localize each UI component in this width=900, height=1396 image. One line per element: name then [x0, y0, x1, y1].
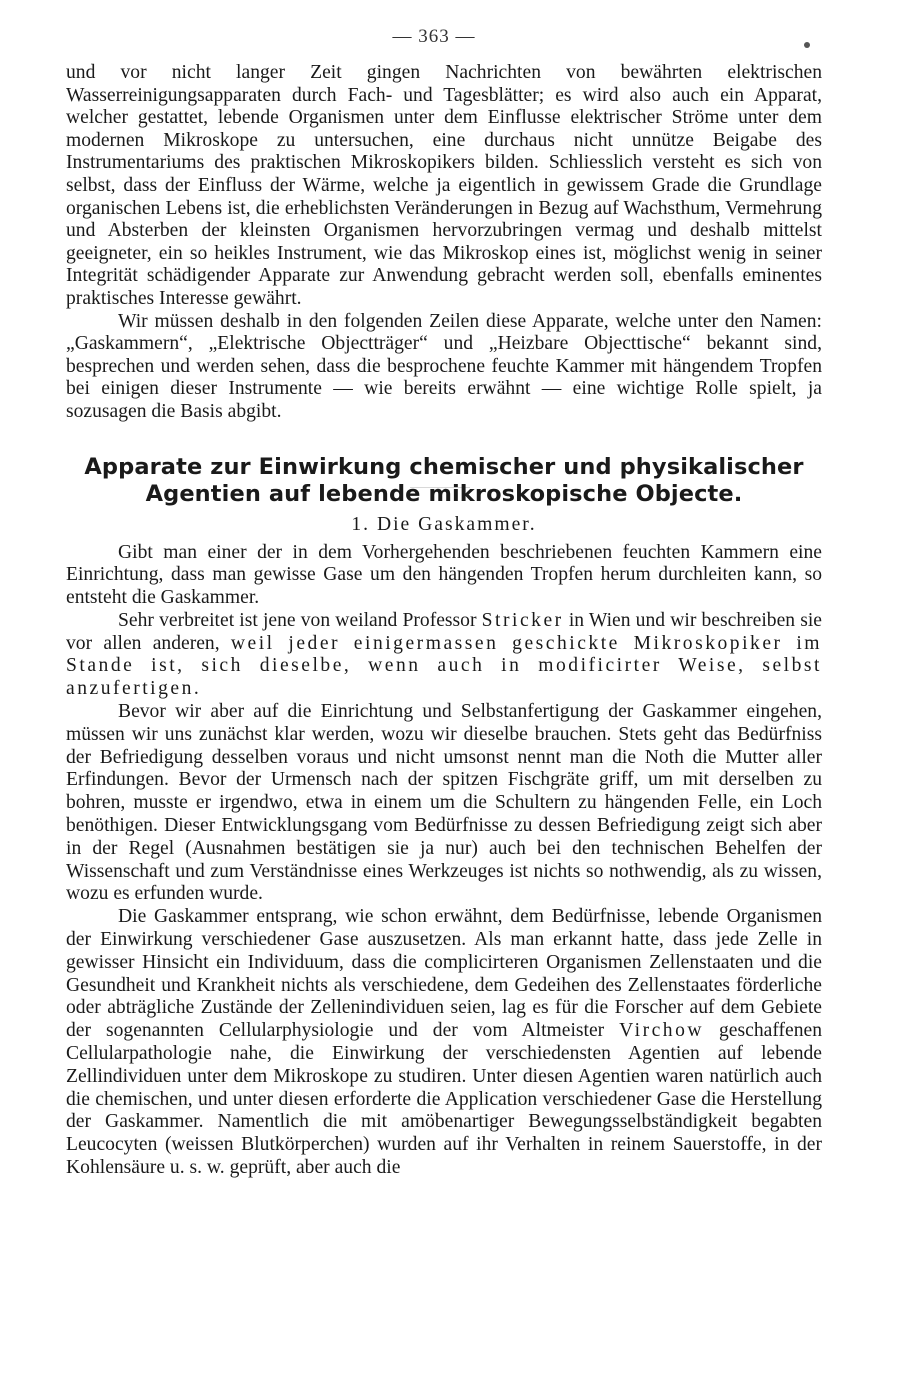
section-heading [66, 454, 822, 508]
paragraph-text: in Wien und wir beschreiben sie vor allen anderen, [66, 609, 822, 654]
page-number: — 363 — [392, 26, 476, 47]
subsection-heading: 1. Die Gaskammer. [351, 513, 537, 535]
intro-text [66, 62, 822, 424]
intro-paragraph-1: und vor nicht langer Zeit gingen Nachrichten von bewährten elektrischen Wasserreinigungsapparaten durch Fach- und Tagesblätter; es wird also auch ein Apparat, welcher gestattet, lebende Organismen unter dem Einflusse elektrischer Ströme unter dem modernen Mikroskope zu untersuchen, eine durchaus nicht unnütze Beigabe des Instrumentariums des praktischen Mikroskopikers bilden. Schliesslich versteht es sich von selbst, dass der Einfluss der Wärme, welche ja eigentlich in gewissem Grade die Grundlage organischen Lebens ist, die erheblichsten Veränderungen in Bezug auf Wachsthum, Vermehrung und Absterben der kleinsten Organismen hervorzubringen vermag und deshalb mittelst geeigneter, ein so heikles Instrument, wie das Mikroskop eines ist, möglichst wenig in seiner Integrität schädigender Apparate zur Anwendung gebracht werden soll, ebenfalls eminentes praktisches Interesse gewährt. [66, 62, 822, 309]
paragraph-text: Die Gaskammer entsprang, wie schon erwähnt, dem Bedürfnisse, lebende Organismen der Einwirkung verschiedener Gase auszusetzen. Als man erkannt hatte, dass jede Zelle in gewisser Hinsicht ein Individuum, dass die complicirteren Organismen Zellenstaaten und die Gesundheit und Krankheit nichts als verschiedene, dem Gedeihen des Zellenstaates förderliche oder abträgliche Zustände der Zellenindividuen seien, lag es für die Forscher auf dem Gebiete der sogenannten Cellularphysiologie und der vom Altmeister [66, 906, 822, 1042]
section-heading-line-1: Apparate zur Einwirkung chemischer und physikalischer [84, 453, 804, 480]
person-name-stricker: Stricker [481, 609, 564, 631]
paragraph-text: Sehr verbreitet ist jene von weiland Professor [118, 609, 482, 631]
section-heading-line-2: Agentien auf lebende mikroskopische Objecte. [145, 480, 743, 507]
paragraph-text: geschaffenen Cellularpathologie nahe, die Einwirkung der verschiedensten Agentien auf lebende Zellindividuen unter dem Mikroskope zu studiren. Unter diesen Agentien waren natürlich auch die chemischen, und unter diesen erforderte die Application verschiedener Gase die Herstellung der Gaskammer. Namentlich die mit amöbenartiger Bewegungsselbständigkeit begabten Leucocyten (weissen Blutkörperchen) wurden auf ihr Verhalten in reinem Sauerstoffe, in der Kohlensäure u. s. w. geprüft, aber auch die [66, 1020, 823, 1179]
section-paragraph-4 [66, 906, 822, 1180]
book-page [66, 26, 822, 1180]
section-paragraph-1: Gibt man einer der in dem Vorhergehenden beschriebenen feuchten Kammern eine Einrichtung, dass man gewisse Gase um den hängenden Tropfen herum durchleiten kann, so entsteht die Gaskammer. [66, 541, 822, 609]
section-paragraph-3: Bevor wir aber auf die Einrichtung und Selbstanfertigung der Gaskammer eingehen, müssen wir uns zunächst klar werden, wozu wir dieselbe brauchen. Stets geht das Bedürfniss der Befriedigung desselben voraus und nicht umsonst nennt man die Noth die Mutter aller Erfindungen. Bevor der Urmensch nach der spitzen Fischgräte griff, um mit derselben zu bohren, musste er irgendwo, etwa in einem um die Schultern zu hängenden Felle, ein Loch benöthigen. Dieser Entwicklungsgang vom Bedürfnisse zu dessen Befriedigung zeigt sich aber in der Regel (Ausnahmen bestätigen sie ja nur) auch bei den technischen Behelfen der Wissenschaft und zum Verständnisse eines Werkzeuges ist nichts so nothwendig, als zu wissen, wozu es erfunden wurde. [66, 701, 822, 905]
section-body [66, 542, 822, 1180]
intro-paragraph-2: Wir müssen deshalb in den folgenden Zeilen diese Apparate, welche unter den Namen: „Gaskammern“, „Elektrische Objectträger“ und „Heizbare Objecttische“ bekannt sind, besprechen und werden sehen, dass die besprochene feuchte Kammer mit hängendem Tropfen bei einigen dieser Instrumente — wie bereits erwähnt — eine wichtige Rolle spielt, ja sozusagen die Basis abgibt. [66, 310, 822, 422]
emphasized-text: weil jeder einigermassen geschickte Mikroskopiker im Stande ist, sich dieselbe, wenn auch in modificirter Weise, selbst anzufertigen. [66, 632, 822, 700]
section-paragraph-2 [66, 610, 822, 701]
person-name-virchow: Virchow [619, 1020, 705, 1042]
